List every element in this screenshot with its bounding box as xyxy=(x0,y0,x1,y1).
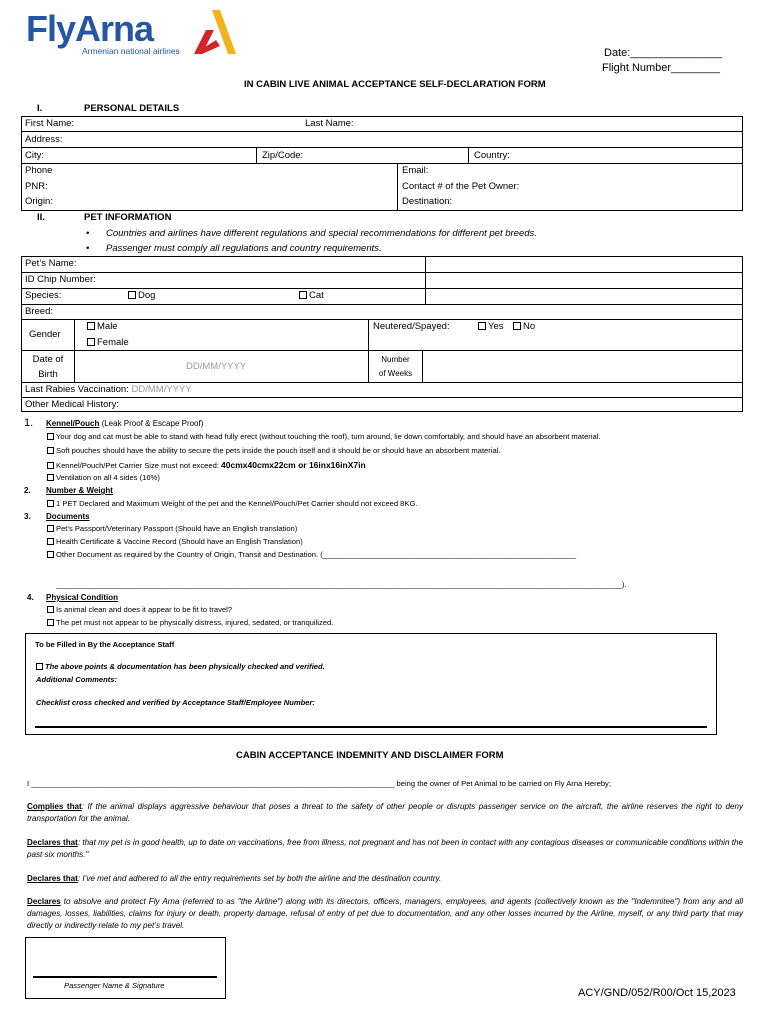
species-cat-checkbox[interactable]: Cat xyxy=(299,290,324,301)
item-3-title: Documents xyxy=(46,512,90,521)
pet-info-bullet: • Passenger must comply all regulations and country requirements. xyxy=(106,243,382,254)
checkbox-icon xyxy=(47,474,54,481)
dob-label: Date of Birth xyxy=(32,354,64,380)
breed-field[interactable]: Breed: xyxy=(25,306,53,317)
phone-field[interactable]: Phone xyxy=(25,165,53,176)
flight-number-field[interactable]: Flight Number________ xyxy=(602,62,721,74)
owner-name-line[interactable]: I ______________________________________________________________________________________ being the owner of Pet Animal to be carried on Fly Arna Hereby; xyxy=(27,779,611,788)
neutered-yes-checkbox[interactable]: Yes xyxy=(478,321,504,332)
logo-tagline: Armenian national airlines xyxy=(82,46,180,56)
checkbox-icon xyxy=(513,322,521,330)
checkbox-icon xyxy=(47,433,54,440)
zip-field[interactable]: Zip/Code: xyxy=(262,150,304,161)
item-1-number: 1. xyxy=(24,417,34,429)
passport-checkbox[interactable]: Pet’s Passport/Veterinary Passport (Should have an English translation) xyxy=(47,524,297,533)
section-2-title: PET INFORMATION xyxy=(84,212,172,223)
checkbox-icon xyxy=(47,525,54,532)
indemnity-paragraph-complies: Complies that: If the animal displays aggressive behaviour that poses a threat to the safety of other people or disrupts passenger service on the aircraft, the airline reserves the right to deny transportation for the animal. xyxy=(27,802,744,823)
kennel-pouch-checkbox[interactable]: Soft pouches should have the ability to secure the pets inside the pouch itself and it should be or should have an absorbent material. xyxy=(47,446,501,455)
checkbox-icon xyxy=(299,291,307,299)
destination-field[interactable]: Destination: xyxy=(402,196,453,207)
species-label: Species: xyxy=(25,290,62,301)
indemnity-paragraph-requirements: Declares that: I’ve met and adhered to all the entry requirements set by both the airline and the destination country. xyxy=(27,874,442,883)
item-4-title: Physical Condition xyxy=(46,593,119,602)
medical-history-field[interactable]: Other Medical History: xyxy=(25,399,119,410)
staff-signature-line xyxy=(35,726,707,728)
date-field[interactable]: Date:_______________ xyxy=(604,47,723,59)
other-document-line[interactable]: ______________________________________________________________________________________________________________________________________). xyxy=(56,580,627,589)
checkbox-icon xyxy=(47,538,54,545)
item-3-number: 3. xyxy=(24,512,31,521)
logo-wordmark: FlyArna xyxy=(26,8,154,49)
ventilation-checkbox[interactable]: Ventilation on all 4 sides (16%) xyxy=(47,473,160,482)
section-1-title: PERSONAL DETAILS xyxy=(84,103,180,114)
weeks-label: Number of Weeks xyxy=(378,355,413,378)
species-dog-checkbox[interactable]: Dog xyxy=(128,290,155,301)
additional-comments-field[interactable]: Additional Comments: xyxy=(36,675,117,684)
indemnity-title: CABIN ACCEPTANCE INDEMNITY AND DISCLAIMER FORM xyxy=(236,750,504,761)
pnr-field[interactable]: PNR: xyxy=(25,181,48,192)
checkbox-icon xyxy=(47,500,54,507)
form-title: IN CABIN LIVE ANIMAL ACCEPTANCE SELF-DECLARATION FORM xyxy=(244,79,546,90)
rabies-vaccination-field[interactable]: Last Rabies Vaccination: DD/MM/YYYY xyxy=(25,384,192,395)
owner-contact-field[interactable]: Contact # of the Pet Owner: xyxy=(402,181,520,192)
pet-info-bullet: • Countries and airlines have different regulations and special recommendations for different pet breeds. xyxy=(106,228,537,239)
first-name-field[interactable]: First Name: xyxy=(25,118,75,129)
kennel-size-checkbox[interactable]: Kennel/Pouch/Pet Carrier Size must not exceed: 40cmx40cmx22cm or 16inx16inX7in xyxy=(47,460,366,470)
checkbox-icon xyxy=(478,322,486,330)
gender-male-checkbox[interactable]: Male xyxy=(87,321,118,332)
health-certificate-checkbox[interactable]: Health Certificate & Vaccine Record (Should have an English Translation) xyxy=(47,537,303,546)
item-4-number: 4. xyxy=(27,593,34,602)
gender-label: Gender xyxy=(29,329,61,340)
origin-field[interactable]: Origin: xyxy=(25,196,53,207)
gender-female-checkbox[interactable]: Female xyxy=(87,337,129,348)
checkbox-icon xyxy=(47,619,54,626)
checkbox-icon xyxy=(128,291,136,299)
id-chip-field[interactable]: ID Chip Number: xyxy=(25,274,96,285)
address-field[interactable]: Address: xyxy=(25,134,63,145)
fit-to-travel-checkbox[interactable]: Is animal clean and does it appear to be fit to travel? xyxy=(47,605,232,614)
last-name-field[interactable]: Last Name: xyxy=(305,118,354,129)
checkbox-icon xyxy=(47,462,54,469)
pet-name-field[interactable]: Pet’s Name: xyxy=(25,258,77,269)
section-1-number: I. xyxy=(37,103,43,114)
email-field[interactable]: Email: xyxy=(402,165,429,176)
not-distressed-checkbox[interactable]: The pet must not appear to be physically distress, injured, sedated, or tranquilized. xyxy=(47,618,333,627)
item-1-title: Kennel/Pouch (Leak Proof & Escape Proof) xyxy=(46,419,204,428)
item-2-number: 2. xyxy=(24,486,31,495)
indemnity-paragraph-health: Declares that: that my pet is in good health, up to date on vaccinations, free from illness, not pregnant and has not been in contact with any contagious diseases or communicable conditions within the past six months." xyxy=(27,838,743,859)
signature-label: Passenger Name & Signature xyxy=(64,981,165,990)
section-2-number: II. xyxy=(37,212,45,223)
indemnity-paragraph-absolve: Declares to absolve and protect Fly Arna (referred to as "the Airline") along with its directors, officers, managers, employees, and agents (collectively known as the "Indemnitee") from any and all damages, losses, liabilities, claims for injury or death, property damage, refusal of entry of pet due to documentation, and any other losses incurred by the Airline, myself, or any third party that may directly or indirectly relate to my pet’s travel. xyxy=(27,897,743,930)
item-2-title: Number & Weight xyxy=(46,486,113,495)
staff-employee-number-field[interactable]: Checklist cross checked and verified by Acceptance Staff/Employee Number: xyxy=(36,698,315,707)
logo-mark-icon xyxy=(192,10,236,56)
city-field[interactable]: City: xyxy=(25,150,44,161)
flyarna-logo xyxy=(26,8,236,58)
kennel-stand-checkbox[interactable]: Your dog and cat must be able to stand with head fully erect (without touching the roof), turn around, lie down comfortably, and should have an absorbent material. xyxy=(47,432,601,441)
checkbox-icon xyxy=(87,338,95,346)
dob-input[interactable]: DD/MM/YYYY xyxy=(186,361,247,372)
weight-checkbox[interactable]: 1 PET Declared and Maximum Weight of the pet and the Kennel/Pouch/Pet Carrier should not exceed 8KG. xyxy=(47,499,417,508)
neutered-no-checkbox[interactable]: No xyxy=(513,321,535,332)
checkbox-icon xyxy=(87,322,95,330)
staff-box-title: To be Filled in By the Acceptance Staff xyxy=(35,640,175,649)
neutered-label: Neutered/Spayed: xyxy=(373,321,450,332)
staff-verified-checkbox[interactable]: The above points & documentation has been physically checked and verified. xyxy=(36,662,325,671)
checkbox-icon xyxy=(47,606,54,613)
checkbox-icon xyxy=(47,447,54,454)
other-document-checkbox[interactable]: Other Document as required by the Country of Origin, Transit and Destination. (____________________________________________________________ xyxy=(47,550,576,559)
country-field[interactable]: Country: xyxy=(474,150,510,161)
checkbox-icon xyxy=(47,551,54,558)
checkbox-icon xyxy=(36,663,43,670)
document-code: ACY/GND/052/R00/Oct 15,2023 xyxy=(578,987,736,999)
